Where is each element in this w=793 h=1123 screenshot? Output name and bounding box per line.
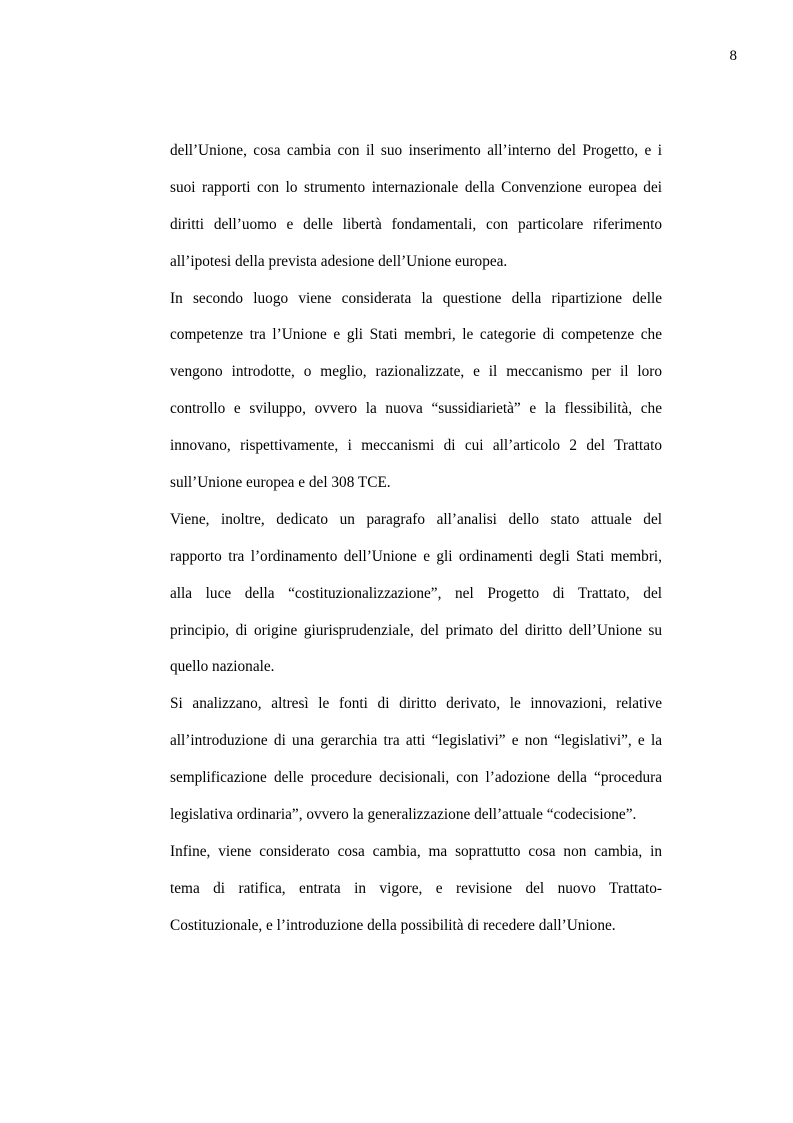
text-line: suoi rapporti con lo strumento internazionale della Convenzione europea dei	[170, 178, 662, 196]
text-line: In secondo luogo viene considerata la questione della ripartizione delle	[170, 289, 662, 307]
text-line: Viene, inoltre, dedicato un paragrafo all’analisi dello stato attuale del	[170, 510, 662, 528]
text-line: sull’Unione europea e del 308 TCE.	[170, 474, 391, 492]
text-line: Si analizzano, altresì le fonti di diritto derivato, le innovazioni, relative	[170, 695, 662, 713]
text-line: principio, di origine giurisprudenziale, del primato del diritto dell’Unione su	[170, 621, 662, 639]
paragraph-3	[170, 502, 662, 686]
text-line: diritti dell’uomo e delle libertà fondamentali, con particolare riferimento	[170, 215, 662, 233]
text-line: semplificazione delle procedure decisionali, con l’adozione della “procedura	[170, 769, 662, 787]
paragraph-1	[170, 133, 662, 281]
paragraph-5	[170, 834, 662, 945]
page-number: 8	[729, 48, 737, 64]
text-line: quello nazionale.	[170, 658, 275, 676]
text-line: alla luce della “costituzionalizzazione”, nel Progetto di Trattato, del	[170, 584, 662, 602]
text-line: controllo e sviluppo, ovvero la nuova “sussidiarietà” e la flessibilità, che	[170, 400, 662, 418]
paragraph-2	[170, 281, 662, 502]
paragraph-4	[170, 686, 662, 834]
text-line: Costituzionale, e l’introduzione della possibilità di recedere dall’Unione.	[170, 916, 616, 934]
text-line: competenze tra l’Unione e gli Stati membri, le categorie di competenze che	[170, 326, 662, 344]
body-text	[170, 133, 662, 945]
text-line: innovano, rispettivamente, i meccanismi di cui all’articolo 2 del Trattato	[170, 437, 662, 455]
text-line: all’introduzione di una gerarchia tra atti “legislativi” e non “legislativi”, e la	[170, 732, 662, 750]
text-line: rapporto tra l’ordinamento dell’Unione e gli ordinamenti degli Stati membri,	[170, 547, 662, 565]
text-line: legislativa ordinaria”, ovvero la generalizzazione dell’attuale “codecisione”.	[170, 806, 637, 824]
text-line: tema di ratifica, entrata in vigore, e revisione del nuovo Trattato-	[170, 879, 662, 897]
text-line: vengono introdotte, o meglio, razionalizzate, e il meccanismo per il loro	[170, 363, 662, 381]
text-line: Infine, viene considerato cosa cambia, ma soprattutto cosa non cambia, in	[170, 842, 662, 860]
text-line: dell’Unione, cosa cambia con il suo inserimento all’interno del Progetto, e i	[170, 142, 662, 159]
text-line: all’ipotesi della prevista adesione dell’Unione europea.	[170, 252, 508, 270]
